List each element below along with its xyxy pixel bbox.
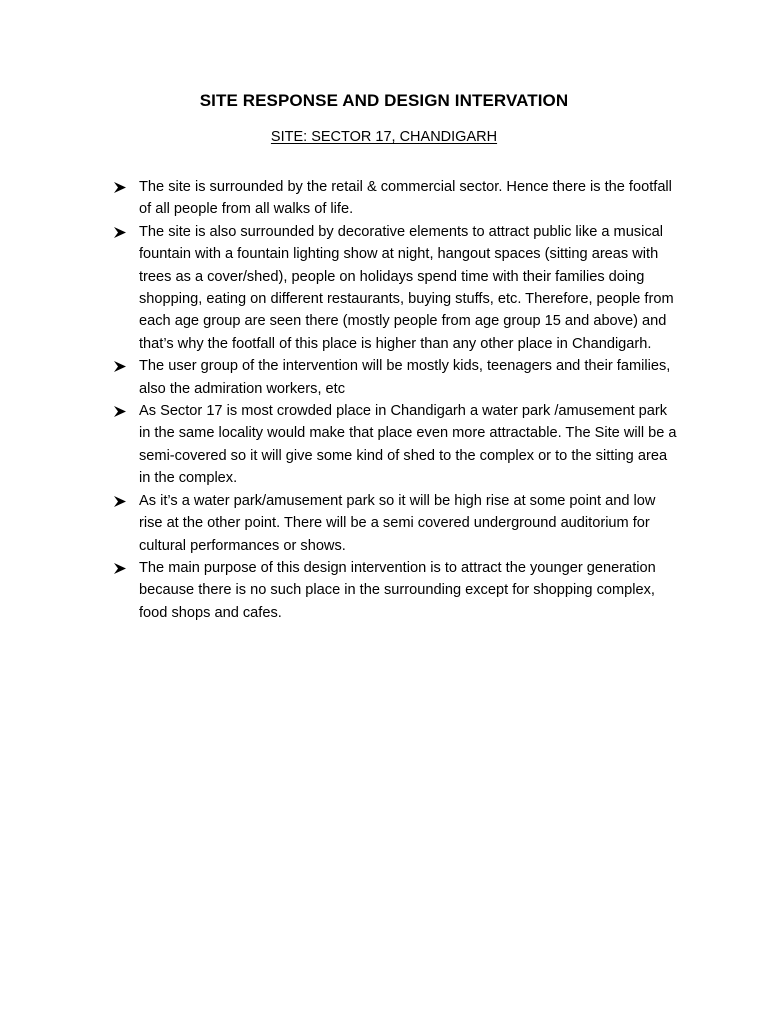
bullet-item xyxy=(112,176,682,221)
bullet-item xyxy=(112,221,682,355)
bullet-item xyxy=(112,400,682,490)
bullet-text: The site is also surrounded by decorative elements to attract public like a musical fountain with a fountain lighting show at night, hangout spaces (sitting areas with trees as a cover/shed), people on holidays spend time with their families doing shopping, eating on different restaurants, buying stuffs, etc. Therefore, people from each age group are seen there (mostly people from age group 15 and above) and that’s why the footfall of this place is higher than any other place in Chandigarh. xyxy=(139,223,674,352)
site-subtitle-text: SITE: SECTOR 17, CHANDIGARH xyxy=(270,129,498,145)
bullet-text: The site is surrounded by the retail & commercial sector. Hence there is the footfall of all people from all walks of life. xyxy=(139,179,672,218)
bullet-text: As Sector 17 is most crowded place in Chandigarh a water park /amusement park in the same locality would make that place even more attractable. The Site will be a semi-covered so it will give some kind of shed to the complex or to the sitting area in the complex. xyxy=(139,403,677,487)
document-title: SITE RESPONSE AND DESIGN INTERVATION xyxy=(199,91,569,110)
bullet-list xyxy=(112,176,682,624)
bullet-item xyxy=(112,355,682,400)
document-subtitle xyxy=(0,126,768,148)
bullet-text: The user group of the intervention will be mostly kids, teenagers and their families, also the admiration workers, etc xyxy=(139,358,671,397)
arrow-bullet-icon xyxy=(112,221,128,243)
arrow-bullet-icon xyxy=(112,557,128,579)
arrow-bullet-icon xyxy=(112,176,128,198)
arrow-bullet-icon xyxy=(112,490,128,512)
bullet-item xyxy=(112,557,682,624)
bullet-text: The main purpose of this design intervention is to attract the younger generation because there is no such place in the surrounding except for shopping complex, food shops and cafes. xyxy=(139,559,656,621)
bullet-item xyxy=(112,490,682,557)
arrow-bullet-icon xyxy=(112,400,128,422)
arrow-bullet-icon xyxy=(112,355,128,377)
bullet-text: As it’s a water park/amusement park so it will be high rise at some point and low rise at the other point. There will be a semi covered underground auditorium for cultural performances or shows. xyxy=(139,492,656,554)
